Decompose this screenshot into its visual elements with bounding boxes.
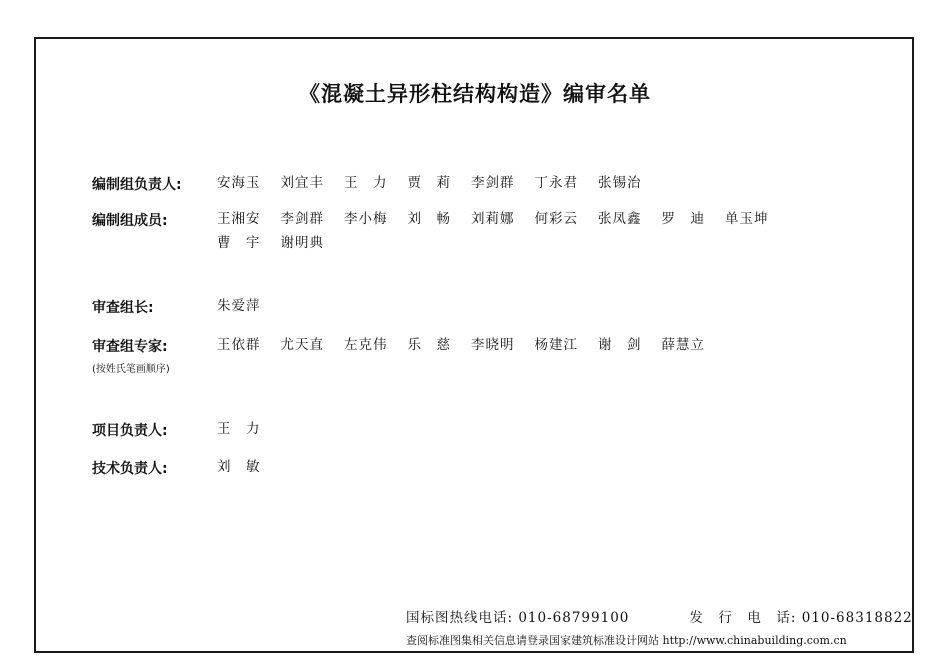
section-label: 编制组负责人: xyxy=(92,177,182,193)
section-label: 项目负责人: xyxy=(92,423,168,439)
section-review-chair xyxy=(92,297,281,318)
section-lead-editors xyxy=(92,174,662,195)
person-name: 李剑群 xyxy=(280,211,324,227)
name-list xyxy=(217,333,725,357)
person-name: 贾 莉 xyxy=(407,175,451,191)
section-project-lead xyxy=(92,420,281,441)
website-note: 查阅标准图集相关信息请登录国家建筑标准设计网站 http://www.chinabuilding.com.cn xyxy=(406,634,847,647)
person-name: 尤天直 xyxy=(280,337,324,353)
person-name: 张凤鑫 xyxy=(598,211,642,227)
person-name: 安海玉 xyxy=(217,175,261,191)
person-name: 李剑群 xyxy=(471,175,515,191)
page-title: 《混凝土异形柱结构构造》编审名单 xyxy=(299,82,651,106)
person-name: 左克伟 xyxy=(344,337,388,353)
person-name: 单玉坤 xyxy=(725,211,769,227)
person-name: 刘莉娜 xyxy=(471,211,515,227)
distribution-phone-text: 发 行 电 话: 010-68318822 xyxy=(689,610,913,626)
person-name: 丁永君 xyxy=(534,175,578,191)
person-name: 乐 慈 xyxy=(407,337,451,353)
person-name: 罗 迪 xyxy=(661,211,705,227)
section-technical-lead xyxy=(92,458,281,479)
footer-phones xyxy=(406,606,913,626)
section-label: 审查组长: xyxy=(92,300,154,316)
section-label xyxy=(92,336,217,375)
person-name: 刘宜丰 xyxy=(280,175,324,191)
person-name: 王湘安 xyxy=(217,211,261,227)
name-list xyxy=(217,455,281,479)
footer xyxy=(406,606,913,648)
section-review-experts xyxy=(92,336,725,375)
person-name: 张锡治 xyxy=(598,175,642,191)
person-name: 曹 宇 xyxy=(217,235,261,251)
person-name: 王 力 xyxy=(344,175,388,191)
person-name: 李晓明 xyxy=(471,337,515,353)
section-label: 编制组成员: xyxy=(92,213,168,229)
section-label-text: 审查组专家: xyxy=(92,339,168,355)
name-list xyxy=(217,417,281,441)
person-name: 刘 敏 xyxy=(217,459,261,475)
section-label: 技术负责人: xyxy=(92,461,168,477)
section-sublabel: (按姓氏笔画顺序) xyxy=(92,364,170,375)
person-name: 朱爱萍 xyxy=(217,298,261,314)
name-list xyxy=(217,294,281,318)
name-list xyxy=(217,171,662,195)
person-name: 谢 剑 xyxy=(598,337,642,353)
section-editors xyxy=(92,210,789,255)
person-name: 何彩云 xyxy=(534,211,578,227)
person-name: 谢明典 xyxy=(280,235,324,251)
person-name: 王依群 xyxy=(217,337,261,353)
person-name: 刘 畅 xyxy=(407,211,451,227)
person-name: 李小梅 xyxy=(344,211,388,227)
person-name: 杨建江 xyxy=(534,337,578,353)
person-name: 薛慧立 xyxy=(661,337,705,353)
person-name: 王 力 xyxy=(217,421,261,437)
hotline-text: 国标图热线电话: 010-68799100 xyxy=(406,610,630,626)
name-list xyxy=(217,207,789,255)
